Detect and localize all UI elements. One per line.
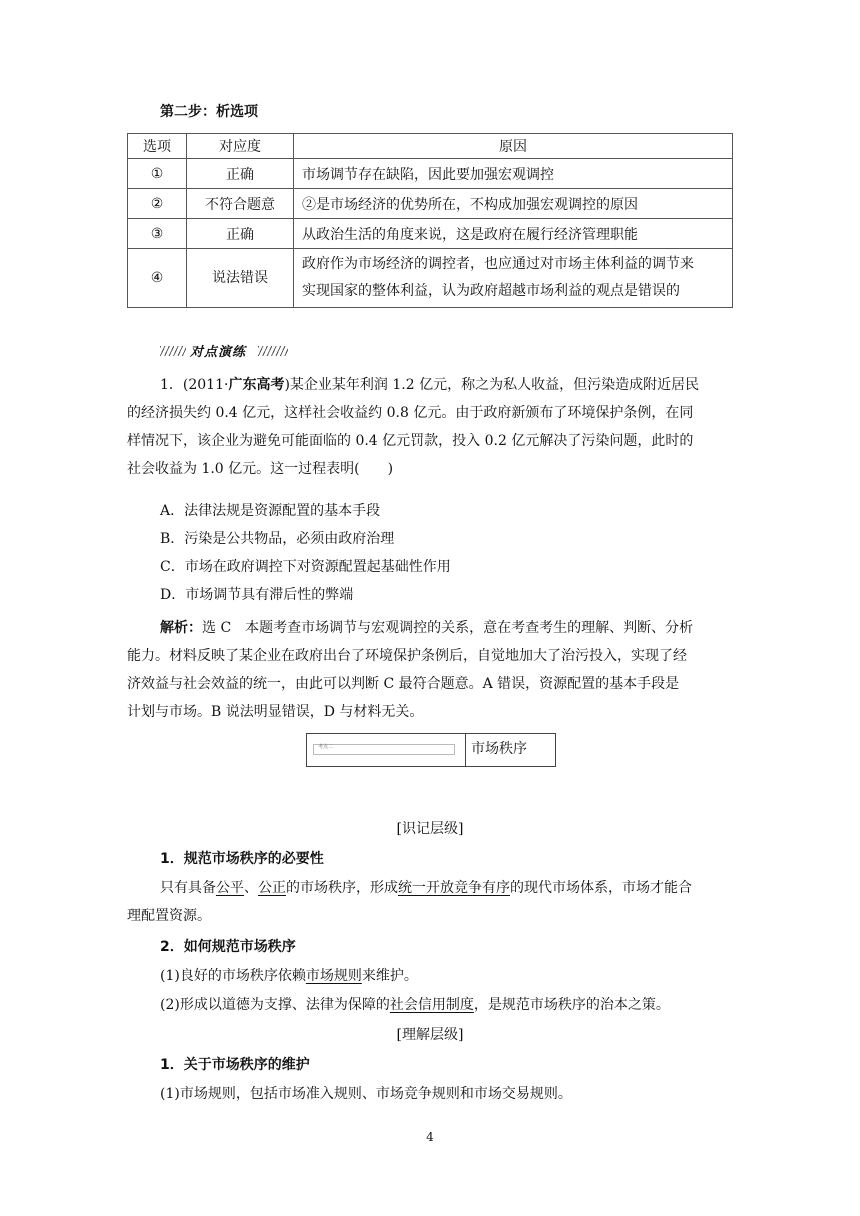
- question-block: [127, 371, 699, 483]
- table-header-row: [128, 134, 733, 159]
- option-item: D．市场调节具有滞后性的弊端: [160, 587, 354, 603]
- table-row: [128, 249, 733, 308]
- level-label-understanding: [理解层级]: [396, 1027, 464, 1043]
- knowledge-heading: 1．规范市场秩序的必要性: [160, 851, 324, 867]
- level-label-recall: [识记层级]: [396, 821, 464, 837]
- match-cell: 不符合题意: [187, 189, 294, 219]
- hatch-decoration: [258, 346, 288, 356]
- option-item: B．污染是公共物品，必须由政府治理: [160, 531, 395, 547]
- paragraph: (2)形成以道德为支撑、法律为保障的社会信用制度，是规范市场秩序的治本之策。: [160, 997, 670, 1013]
- underlined-term: 公正: [258, 880, 286, 896]
- page-number: 4: [426, 1130, 434, 1144]
- paragraph: (1)良好的市场秩序依赖市场规则来维护。: [160, 968, 418, 984]
- analysis-label: 解析：: [160, 620, 202, 636]
- option-cell: ②: [128, 189, 187, 219]
- table-row: [128, 219, 733, 249]
- section-banner: [160, 341, 288, 361]
- analysis-line: 济效益与社会效益的统一，由此可以判断 C 最符合题意。A 错误，资源配置的基本手段是: [127, 676, 680, 692]
- reason-cell: ②是市场经济的优势所在，不构成加强宏观调控的原因: [294, 189, 733, 219]
- paragraph: 只有具备公平、公正的市场秩序，形成统一开放竞争有序的现代市场体系，市场才能合 理配置资源。: [127, 880, 692, 924]
- question-line: 的经济损失约 0.4 亿元，这样社会收益约 0.8 亿元。由于政府新颁布了环境保护条例，在同: [127, 405, 694, 421]
- step-heading: 第二步：析选项: [160, 104, 258, 120]
- match-cell: 正确: [187, 159, 294, 189]
- analysis-block: [127, 614, 693, 726]
- header-match: 对应度: [187, 134, 294, 159]
- hatch-decoration: [160, 346, 186, 356]
- banner-label: 对点演练: [190, 345, 247, 360]
- match-cell: 说法错误: [187, 249, 294, 308]
- knowledge-heading: 2．如何规范市场秩序: [160, 939, 296, 955]
- reason-cell: 市场调节存在缺陷，因此要加强宏观调控: [294, 159, 733, 189]
- paragraph: (1)市场规则，包括市场准入规则、市场竞争规则和市场交易规则。: [160, 1086, 572, 1102]
- topic-title: 市场秩序: [471, 741, 527, 757]
- option-item: C．市场在政府调控下对资源配置起基础性作用: [160, 559, 451, 575]
- table-row: [128, 189, 733, 219]
- reason-line: 政府作为市场经济的调控者，也应通过对市场主体利益的调节来: [302, 256, 694, 272]
- question-line: 1．(2011·广东高考)某企业某年利润 1.2 亿元，称之为私人收益，但污染造成附近居民: [160, 377, 700, 393]
- match-cell: 正确: [187, 219, 294, 249]
- table-row: [128, 159, 733, 189]
- analysis-line: 解析：选 C 本题考查市场调节与宏观调控的关系，意在考查考生的理解、判断、分析: [160, 620, 694, 636]
- question-line: 社会收益为 1.0 亿元。这一过程表明( ): [127, 461, 394, 477]
- topic-tab: [307, 734, 466, 766]
- answer-options: [160, 497, 451, 609]
- analysis-line: 能力。材料反映了某企业在政府出台了环境保护条例后，自觉地加大了治污投入，实现了经: [127, 648, 687, 664]
- topic-tab-label: 考点二: [318, 744, 334, 750]
- knowledge-heading: 1．关于市场秩序的维护: [160, 1057, 310, 1073]
- analysis-line: 计划与市场。B 说法明显错误，D 与材料无关。: [127, 704, 424, 720]
- reason-cell: [294, 249, 733, 308]
- option-cell: ①: [128, 159, 187, 189]
- underlined-term: 市场规则: [305, 968, 362, 984]
- question-line: 样情况下，该企业为避免可能面临的 0.4 亿元罚款，投入 0.2 亿元解决了污染问题，此时的: [127, 433, 694, 449]
- reason-line: 实现国家的整体利益，认为政府超越市场利益的观点是错误的: [302, 283, 680, 299]
- underlined-term: 统一开放竞争有序: [398, 880, 510, 896]
- underlined-term: 社会信用制度: [389, 997, 474, 1013]
- option-cell: ④: [128, 249, 187, 308]
- underlined-term: 公平: [216, 880, 244, 896]
- header-option: 选项: [128, 134, 187, 159]
- header-reason: 原因: [294, 134, 733, 159]
- topic-box: [306, 733, 556, 767]
- option-item: A．法律法规是资源配置的基本手段: [160, 503, 381, 519]
- reason-cell: 从政治生活的角度来说，这是政府在履行经济管理职能: [294, 219, 733, 249]
- option-cell: ③: [128, 219, 187, 249]
- options-analysis-table: [127, 133, 733, 308]
